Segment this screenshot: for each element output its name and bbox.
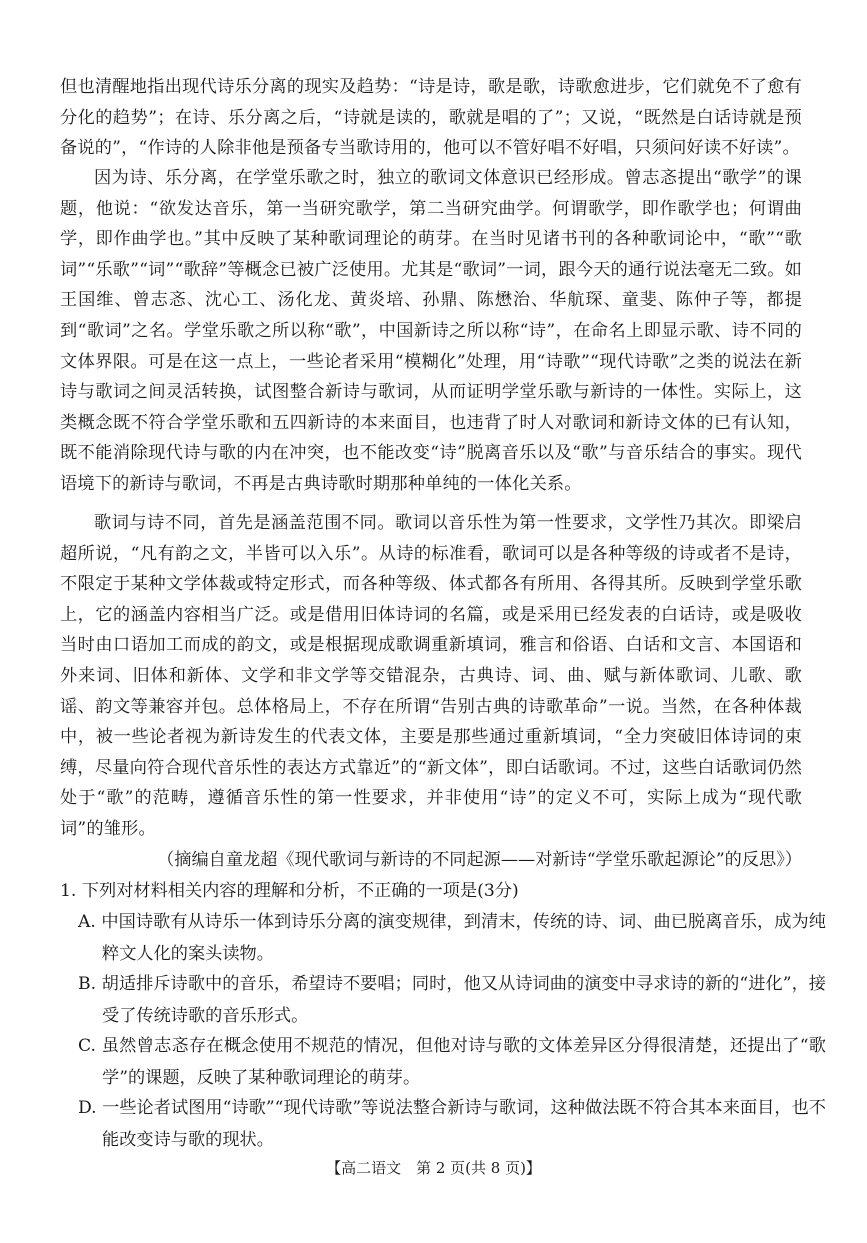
paragraph-3: 歌词与诗不同，首先是涵盖范围不同。歌词以音乐性为第一性要求，文学性乃其次。即梁启超所说，“凡有韵之文，半皆可以入乐”。从诗的标准看，歌词可以是各种等级的诗或者不是诗，不限定于某种文学体裁或特定形式，而各种等级、体式都各有所用、各得其所。反映到学堂乐歌上，它的涵盖内容相当广泛。或是借用旧体诗词的名篇，或是采用已经发表的白话诗，或是吸收当时由口语加工而成的韵文，或是根据现成歌调重新填词，雅言和俗语、白话和文言、本国语和外来词、旧体和新体、文学和非文学等交错混杂，古典诗、词、曲、赋与新体歌词、儿歌、歌谣、韵文等兼容并包。总体格局上，不存在所谓“告别古典的诗歌革命”一说。当然，在各种体裁中，被一些论者视为新诗发生的代表文体，主要是那些通过重新填词，“全力突破旧体诗词的束缚，尽量向符合现代音乐性的表达方式靠近”的“新文体”，即白话歌词。不过，这些白话歌词仍然处于“歌”的范畴，遵循音乐性的第一性要求，并非使用“诗”的定义不可，实际上成为“现代歌词”的雏形。 [60, 513, 802, 839]
question-stem: 1. 下列对材料相关内容的理解和分析，不正确的一项是(3分) [60, 881, 519, 901]
page-footer: 【高二语文 第 2 页(共 8 页)】 [326, 1159, 541, 1177]
option-a: A. 中国诗歌有从诗乐一体到诗乐分离的演变规律，到清末，传统的诗、词、曲已脱离音乐，成为纯粹文人化的案头读物。 [78, 912, 826, 964]
option-d: D. 一些论者试图用“诗歌”“现代诗歌”等说法整合新诗与歌词，这种做法既不符合其本来面目，也不能改变诗与歌的现状。 [78, 1098, 826, 1150]
paragraph-2: 因为诗、乐分离，在学堂乐歌之时，独立的歌词文体意识已经形成。曾志忞提出“歌学”的课题，他说：“欲发达音乐，第一当研究歌学，第二当研究曲学。何谓歌学，即作歌学也；何谓曲学，即作曲学也。”其中反映了某种歌词理论的萌芽。在当时见诸书刊的各种歌词论中，“歌”“歌词”“乐歌”“词”“歌辞”等概念已被广泛使用。尤其是“歌词”一词，跟今天的通行说法毫无二致。如王国维、曾志忞、沈心工、汤化龙、黄炎培、孙鼎、陈懋治、华航琛、童斐、陈仲子等，都提到“歌词”之名。学堂乐歌之所以称“歌”，中国新诗之所以称“诗”，在命名上即显示歌、诗不同的文体界限。可是在这一点上，一些论者采用“模糊化”处理，用“诗歌”“现代诗歌”之类的说法在新诗与歌词之间灵活转换，试图整合新诗与歌词，从而证明学堂乐歌与新诗的一体性。实际上，这类概念既不符合学堂乐歌和五四新诗的本来面目，也违背了时人对歌词和新诗文体的已有认知，既不能消除现代诗与歌的内在冲突，也不能改变“诗”脱离音乐以及“歌”与音乐结合的事实。现代语境下的新诗与歌词，不再是古典诗歌时期那种单纯的一体化关系。 [60, 168, 802, 494]
source-citation: （摘编自童龙超《现代歌词与新诗的不同起源——对新诗“学堂乐歌起源论”的反思》） [157, 850, 802, 870]
option-c: C. 虽然曾志忞存在概念使用不规范的情况，但他对诗与歌的文体差异区分得很清楚，还提出了“歌学”的课题，反映了某种歌词理论的萌芽。 [78, 1036, 826, 1088]
option-b: B. 胡适排斥诗歌中的音乐，希望诗不要唱；同时，他又从诗词曲的演变中寻求诗的新的“进化”，接受了传统诗歌的音乐形式。 [78, 974, 826, 1026]
paragraph-1: 但也清醒地指出现代诗乐分离的现实及趋势：“诗是诗，歌是歌，诗歌愈进步，它们就免不了愈有分化的趋势”；在诗、乐分离之后，“诗就是读的，歌就是唱的了”；又说，“既然是白话诗就是预备说的”，“作诗的人除非他是预备专当歌诗用的，他可以不管好唱不好唱，只须问好读不好读”。 [60, 77, 802, 159]
